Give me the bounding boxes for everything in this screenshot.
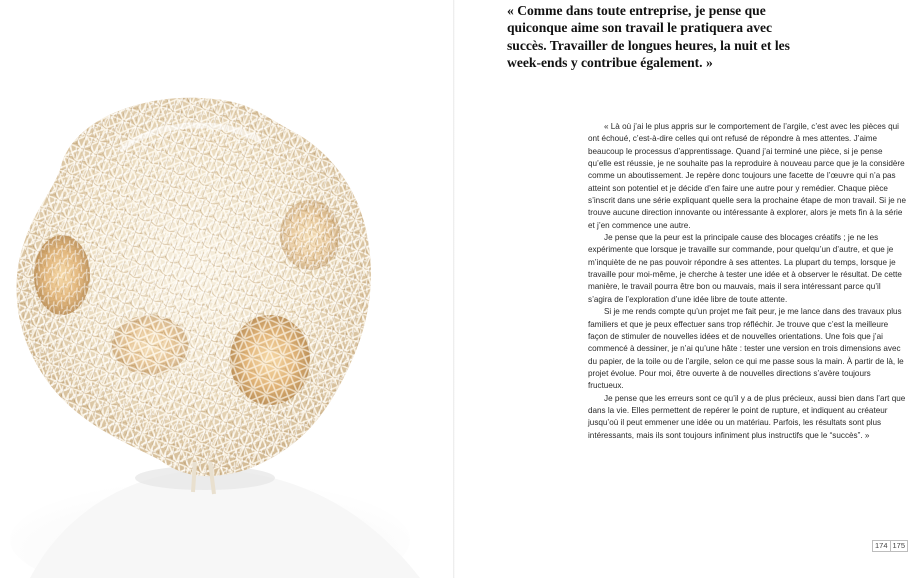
page-gutter xyxy=(453,0,455,578)
body-paragraph: Je pense que les erreurs sont ce qu’il y a de plus précieux, aussi bien dans l’art que dans la vie. Elles permettent de repérer le point de rupture, et indiquent au créateur jusqu’où il peut emmener une idée ou un matériau. Parfois, les résultats sont plus intéressants, mais ils sont toujours infiniment plus instructifs que le “succès”. » xyxy=(588,393,906,440)
porcelain-sculpture-image xyxy=(0,0,454,578)
body-text xyxy=(588,121,906,442)
left-page-number: 174 xyxy=(875,541,888,550)
page-numbers xyxy=(872,540,908,552)
sculpture-photo xyxy=(0,0,454,578)
body-paragraph: Je pense que la peur est la principale cause des blocages créatifs ; je ne les expérimente que lorsque je travaille sur commande, pour quelqu’un d’autre, et que je m’inquiète de ne pas pouvoir répondre à ses attentes. La plupart du temps, lorsque je travaille pour moi-même, je cherche à tester une idée et à observer le résultat. De cette manière, le travail pourra être bon ou mauvais, mais il sera intéressant parce qu’il s’agira de l’exploration d’une idée libre de toute attente. xyxy=(588,233,902,304)
body-paragraph: « Là où j’ai le plus appris sur le comportement de l’argile, c’est avec les pièces qui ont échoué, c’est-à-dire celles qui ont refusé de répondre à mes attentes. J’aime beaucoup le processus d’apprentissage. Quand j’ai terminé une pièce, si je pense qu’elle est réussie, je ne souhaite pas la reproduire à nouveau parce que je la considère comme un aboutissement. Je repère donc toujours une facette de l’œuvre qui n’a pas atteint son potentiel et je décide d’en faire une autre pour y remédier. Chaque pièce s’inscrit dans une série expliquant quelle sera la prochaine étape de mon travail. Si je ne trouve aucune direction innovante ou intéressante à explorer, alors je mets fin à la série et j’en commence une autre. xyxy=(588,122,906,230)
body-paragraph: Si je me rends compte qu’un projet me fait peur, je me lance dans des travaux plus familiers et que je peux effectuer sans trop réfléchir. Je trouve que c’est la meilleure façon de stimuler de nouvelles idées et de nouvelles orientations. Une fois que j’ai commencé à dessiner, je n’ai qu’une hâte : tester une version en trois dimensions avec du papier, de la toile ou de l’argile, selon ce qui me passe sous la main. À partir de là, le projet évolue. Pour moi, être ouverte à de nouvelles directions s’avère toujours fructueux. xyxy=(588,307,904,391)
right-page-number: 175 xyxy=(892,541,906,550)
pull-quote: « Comme dans toute entreprise, je pense que quiconque aime son travail le pratiquera avec succès. Travailler de longues heures, la nuit et les week-ends y contribue également. » xyxy=(507,3,790,71)
